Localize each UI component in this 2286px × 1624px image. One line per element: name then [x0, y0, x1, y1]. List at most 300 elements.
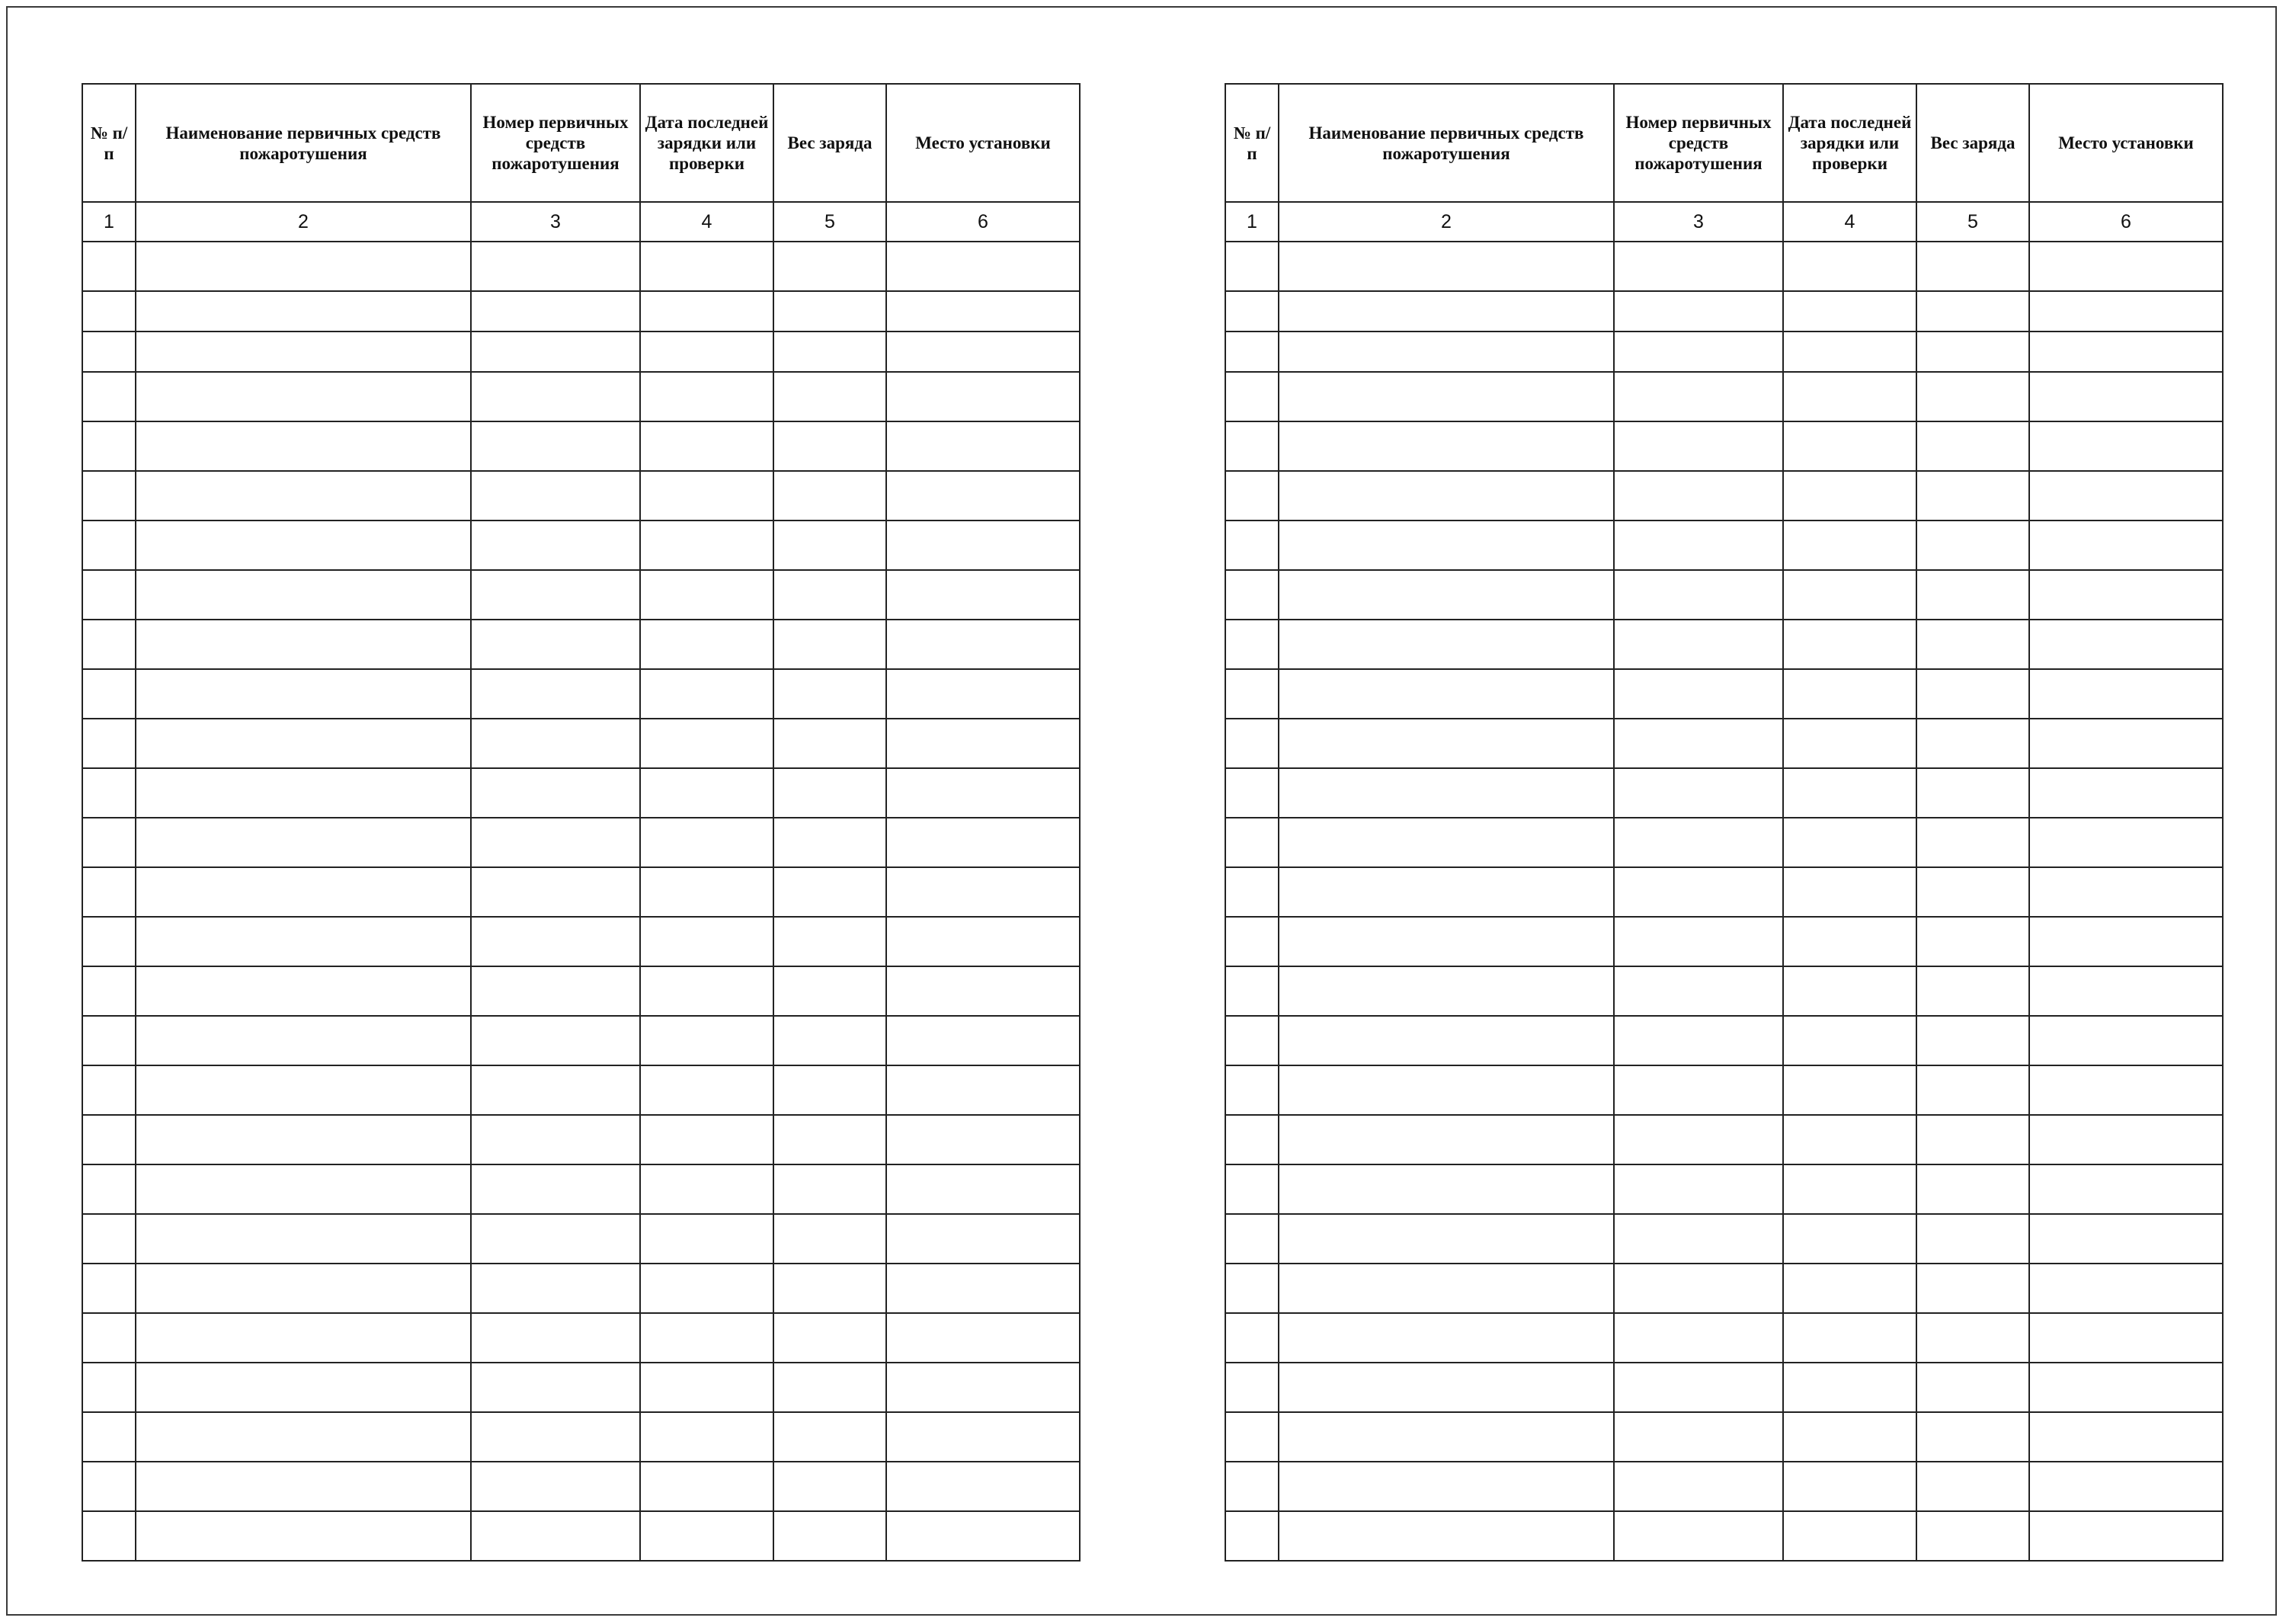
empty-cell	[773, 1511, 886, 1561]
empty-cell	[1225, 867, 1279, 917]
empty-cell	[82, 1214, 136, 1264]
empty-cell	[773, 966, 886, 1016]
empty-cell	[1614, 1313, 1783, 1363]
column-number: 2	[136, 202, 471, 242]
table-row	[1225, 1462, 2223, 1511]
header-date: Дата последней зарядки или проверки	[640, 84, 773, 202]
header-date: Дата последней зарядки или проверки	[1783, 84, 1916, 202]
empty-cell	[886, 242, 1080, 291]
table-row	[1225, 1065, 2223, 1115]
empty-cell	[136, 818, 471, 867]
empty-cell	[136, 1363, 471, 1412]
empty-cell	[1279, 1214, 1614, 1264]
empty-cell	[1614, 471, 1783, 521]
empty-cell	[1279, 332, 1614, 372]
table-row	[82, 291, 1080, 332]
empty-cell	[1279, 867, 1614, 917]
empty-cell	[136, 471, 471, 521]
empty-cell	[640, 1363, 773, 1412]
empty-cell	[82, 917, 136, 966]
empty-cell	[1225, 291, 1279, 332]
empty-cell	[471, 1511, 640, 1561]
header-num: № п/п	[1225, 84, 1279, 202]
empty-cell	[773, 1214, 886, 1264]
empty-cell	[1916, 1065, 2029, 1115]
empty-cell	[1279, 1313, 1614, 1363]
empty-cell	[640, 332, 773, 372]
empty-cell	[136, 1462, 471, 1511]
empty-cell	[1225, 917, 1279, 966]
table-row	[82, 471, 1080, 521]
empty-cell	[2029, 372, 2223, 421]
table-row	[82, 1065, 1080, 1115]
empty-cell	[82, 966, 136, 1016]
empty-cell	[773, 1363, 886, 1412]
empty-cell	[773, 917, 886, 966]
empty-cell	[1614, 669, 1783, 719]
empty-cell	[1614, 818, 1783, 867]
empty-cell	[471, 867, 640, 917]
empty-cell	[1783, 768, 1916, 818]
empty-cell	[1279, 1462, 1614, 1511]
empty-cell	[82, 521, 136, 570]
empty-cell	[136, 291, 471, 332]
empty-cell	[471, 1363, 640, 1412]
header-place: Место установки	[2029, 84, 2223, 202]
column-number: 2	[1279, 202, 1614, 242]
empty-cell	[773, 867, 886, 917]
column-number-row	[82, 202, 1080, 242]
column-number: 5	[1916, 202, 2029, 242]
empty-cell	[1225, 1065, 1279, 1115]
empty-cell	[136, 867, 471, 917]
empty-cell	[1783, 421, 1916, 471]
empty-cell	[1279, 570, 1614, 620]
table-row	[1225, 372, 2223, 421]
table-row	[1225, 1214, 2223, 1264]
empty-cell	[1614, 1065, 1783, 1115]
empty-cell	[1279, 1363, 1614, 1412]
empty-cell	[1614, 620, 1783, 669]
table-row	[82, 768, 1080, 818]
table-row	[82, 1264, 1080, 1313]
table-row	[1225, 332, 2223, 372]
empty-cell	[82, 1115, 136, 1164]
empty-cell	[773, 1016, 886, 1065]
empty-cell	[136, 372, 471, 421]
empty-cell	[886, 332, 1080, 372]
empty-cell	[136, 1511, 471, 1561]
empty-cell	[1279, 1164, 1614, 1214]
table-row	[82, 1363, 1080, 1412]
empty-cell	[1783, 291, 1916, 332]
table-row	[82, 1511, 1080, 1561]
table-row	[1225, 620, 2223, 669]
empty-cell	[1783, 620, 1916, 669]
empty-cell	[1783, 1065, 1916, 1115]
empty-cell	[1614, 1412, 1783, 1462]
empty-cell	[640, 521, 773, 570]
empty-cell	[82, 719, 136, 768]
empty-cell	[640, 1313, 773, 1363]
empty-cell	[136, 332, 471, 372]
empty-cell	[1783, 1462, 1916, 1511]
empty-cell	[1783, 570, 1916, 620]
empty-cell	[640, 421, 773, 471]
empty-cell	[886, 521, 1080, 570]
empty-cell	[82, 1065, 136, 1115]
empty-cell	[773, 291, 886, 332]
empty-cell	[1225, 1313, 1279, 1363]
table-row	[82, 242, 1080, 291]
empty-cell	[640, 1462, 773, 1511]
empty-cell	[1916, 620, 2029, 669]
empty-cell	[1225, 1214, 1279, 1264]
empty-cell	[1916, 421, 2029, 471]
table-row	[82, 332, 1080, 372]
empty-cell	[886, 620, 1080, 669]
empty-cell	[1225, 719, 1279, 768]
empty-cell	[2029, 768, 2223, 818]
empty-cell	[1225, 768, 1279, 818]
empty-cell	[886, 768, 1080, 818]
empty-cell	[471, 291, 640, 332]
empty-cell	[1279, 1115, 1614, 1164]
empty-cell	[1225, 570, 1279, 620]
table-row	[82, 1412, 1080, 1462]
empty-cell	[1279, 1264, 1614, 1313]
empty-cell	[886, 372, 1080, 421]
empty-cell	[2029, 1016, 2223, 1065]
empty-cell	[471, 570, 640, 620]
empty-cell	[471, 1462, 640, 1511]
empty-cell	[136, 421, 471, 471]
empty-cell	[82, 818, 136, 867]
empty-cell	[1614, 719, 1783, 768]
document-sheet	[6, 6, 2277, 1616]
column-number: 6	[2029, 202, 2223, 242]
empty-cell	[82, 570, 136, 620]
empty-cell	[1783, 719, 1916, 768]
empty-cell	[2029, 1313, 2223, 1363]
empty-cell	[1916, 768, 2029, 818]
empty-cell	[773, 669, 886, 719]
empty-cell	[136, 669, 471, 719]
empty-cell	[1916, 291, 2029, 332]
empty-cell	[1916, 1115, 2029, 1164]
empty-cell	[773, 570, 886, 620]
empty-cell	[1783, 669, 1916, 719]
empty-cell	[136, 570, 471, 620]
empty-cell	[1225, 1016, 1279, 1065]
table-row	[82, 570, 1080, 620]
table-row	[82, 818, 1080, 867]
empty-cell	[136, 620, 471, 669]
empty-cell	[1783, 818, 1916, 867]
column-number: 3	[1614, 202, 1783, 242]
empty-cell	[1225, 1115, 1279, 1164]
empty-cell	[2029, 1462, 2223, 1511]
empty-cell	[2029, 818, 2223, 867]
empty-cell	[1614, 521, 1783, 570]
empty-cell	[886, 1462, 1080, 1511]
empty-cell	[640, 719, 773, 768]
empty-cell	[136, 768, 471, 818]
empty-cell	[1783, 332, 1916, 372]
empty-cell	[1225, 471, 1279, 521]
empty-cell	[1279, 768, 1614, 818]
empty-cell	[1225, 1412, 1279, 1462]
empty-cell	[640, 917, 773, 966]
empty-cell	[2029, 570, 2223, 620]
empty-cell	[640, 620, 773, 669]
empty-cell	[773, 372, 886, 421]
empty-cell	[773, 1164, 886, 1214]
table-row	[1225, 917, 2223, 966]
empty-cell	[1225, 332, 1279, 372]
empty-cell	[2029, 917, 2223, 966]
table-row	[1225, 1016, 2223, 1065]
empty-cell	[1783, 867, 1916, 917]
header-weight: Вес заряда	[773, 84, 886, 202]
empty-cell	[471, 966, 640, 1016]
empty-cell	[1614, 372, 1783, 421]
empty-cell	[1614, 768, 1783, 818]
empty-cell	[773, 719, 886, 768]
header-weight: Вес заряда	[1916, 84, 2029, 202]
empty-cell	[82, 1313, 136, 1363]
empty-cell	[1614, 1164, 1783, 1214]
empty-cell	[1916, 719, 2029, 768]
empty-cell	[1783, 1016, 1916, 1065]
empty-cell	[886, 1065, 1080, 1115]
extinguisher-register-table-right	[1225, 83, 2224, 1562]
header-name: Наименование первичных средств пожаротушения	[1279, 84, 1614, 202]
empty-cell	[773, 620, 886, 669]
header-row	[82, 84, 1080, 202]
table-row	[1225, 421, 2223, 471]
empty-cell	[886, 1115, 1080, 1164]
empty-cell	[1783, 242, 1916, 291]
empty-cell	[1916, 1462, 2029, 1511]
table-row	[1225, 818, 2223, 867]
empty-cell	[136, 1115, 471, 1164]
empty-cell	[1916, 917, 2029, 966]
empty-cell	[1916, 1264, 2029, 1313]
empty-cell	[471, 421, 640, 471]
register-body	[82, 202, 1080, 1561]
empty-cell	[1783, 1264, 1916, 1313]
empty-cell	[640, 966, 773, 1016]
empty-cell	[1916, 471, 2029, 521]
empty-cell	[886, 1214, 1080, 1264]
empty-cell	[1783, 372, 1916, 421]
empty-cell	[1614, 867, 1783, 917]
empty-cell	[886, 1511, 1080, 1561]
empty-cell	[1783, 1164, 1916, 1214]
empty-cell	[640, 1412, 773, 1462]
empty-cell	[82, 867, 136, 917]
empty-cell	[1279, 521, 1614, 570]
empty-cell	[82, 242, 136, 291]
empty-cell	[471, 332, 640, 372]
empty-cell	[1279, 471, 1614, 521]
table-row	[1225, 966, 2223, 1016]
empty-cell	[640, 1164, 773, 1214]
empty-cell	[640, 1511, 773, 1561]
empty-cell	[886, 669, 1080, 719]
empty-cell	[773, 521, 886, 570]
empty-cell	[1916, 1313, 2029, 1363]
empty-cell	[1279, 966, 1614, 1016]
empty-cell	[2029, 1264, 2223, 1313]
table-row	[1225, 1115, 2223, 1164]
empty-cell	[1783, 471, 1916, 521]
empty-cell	[1916, 570, 2029, 620]
empty-cell	[886, 818, 1080, 867]
empty-cell	[1916, 1363, 2029, 1412]
empty-cell	[2029, 966, 2223, 1016]
empty-cell	[82, 332, 136, 372]
empty-cell	[640, 1016, 773, 1065]
table-row	[82, 1164, 1080, 1214]
column-number: 1	[82, 202, 136, 242]
empty-cell	[773, 421, 886, 471]
empty-cell	[886, 1164, 1080, 1214]
empty-cell	[1614, 1016, 1783, 1065]
empty-cell	[82, 471, 136, 521]
empty-cell	[136, 719, 471, 768]
empty-cell	[471, 620, 640, 669]
empty-cell	[471, 1412, 640, 1462]
empty-cell	[886, 966, 1080, 1016]
column-number: 1	[1225, 202, 1279, 242]
empty-cell	[886, 1313, 1080, 1363]
table-row	[82, 966, 1080, 1016]
empty-cell	[1916, 332, 2029, 372]
empty-cell	[1783, 1363, 1916, 1412]
empty-cell	[1614, 1214, 1783, 1264]
empty-cell	[82, 1511, 136, 1561]
empty-cell	[886, 1412, 1080, 1462]
empty-cell	[1916, 1412, 2029, 1462]
empty-cell	[471, 372, 640, 421]
empty-cell	[471, 1164, 640, 1214]
left-page	[82, 83, 1081, 1562]
empty-cell	[773, 1462, 886, 1511]
empty-cell	[1916, 372, 2029, 421]
empty-cell	[82, 768, 136, 818]
empty-cell	[471, 818, 640, 867]
empty-cell	[773, 471, 886, 521]
empty-cell	[136, 966, 471, 1016]
table-row	[1225, 719, 2223, 768]
empty-cell	[886, 471, 1080, 521]
table-row	[82, 1115, 1080, 1164]
column-number: 4	[640, 202, 773, 242]
empty-cell	[136, 917, 471, 966]
empty-cell	[640, 669, 773, 719]
right-page	[1225, 83, 2224, 1562]
empty-cell	[1279, 242, 1614, 291]
empty-cell	[640, 372, 773, 421]
table-row	[82, 1462, 1080, 1511]
empty-cell	[640, 768, 773, 818]
empty-cell	[1279, 620, 1614, 669]
empty-cell	[1225, 421, 1279, 471]
empty-cell	[82, 669, 136, 719]
empty-cell	[1225, 1164, 1279, 1214]
empty-cell	[2029, 1065, 2223, 1115]
empty-cell	[1225, 966, 1279, 1016]
table-row	[82, 719, 1080, 768]
empty-cell	[1916, 1016, 2029, 1065]
empty-cell	[471, 669, 640, 719]
empty-cell	[2029, 521, 2223, 570]
extinguisher-register-table-left	[82, 83, 1081, 1562]
table-row	[1225, 471, 2223, 521]
empty-cell	[1279, 1065, 1614, 1115]
empty-cell	[82, 1462, 136, 1511]
column-number: 6	[886, 202, 1080, 242]
table-row	[1225, 768, 2223, 818]
empty-cell	[1225, 818, 1279, 867]
empty-cell	[1225, 669, 1279, 719]
empty-cell	[1614, 242, 1783, 291]
empty-cell	[1279, 1412, 1614, 1462]
empty-cell	[471, 917, 640, 966]
empty-cell	[471, 471, 640, 521]
empty-cell	[1225, 1462, 1279, 1511]
table-row	[1225, 867, 2223, 917]
empty-cell	[1783, 1214, 1916, 1264]
empty-cell	[640, 1065, 773, 1115]
empty-cell	[1614, 1462, 1783, 1511]
table-row	[1225, 1412, 2223, 1462]
empty-cell	[2029, 1164, 2223, 1214]
empty-cell	[2029, 867, 2223, 917]
table-row	[82, 372, 1080, 421]
empty-cell	[471, 768, 640, 818]
empty-cell	[2029, 669, 2223, 719]
table-row	[82, 620, 1080, 669]
table-row	[82, 1016, 1080, 1065]
empty-cell	[1916, 242, 2029, 291]
empty-cell	[471, 1115, 640, 1164]
empty-cell	[773, 768, 886, 818]
empty-cell	[2029, 1214, 2223, 1264]
empty-cell	[1225, 1363, 1279, 1412]
empty-cell	[136, 242, 471, 291]
empty-cell	[1916, 1511, 2029, 1561]
table-row	[82, 867, 1080, 917]
header-number: Номер первичных средств пожаротушения	[1614, 84, 1783, 202]
column-number: 5	[773, 202, 886, 242]
table-row	[82, 1313, 1080, 1363]
empty-cell	[886, 421, 1080, 471]
empty-cell	[1225, 1511, 1279, 1561]
register-body	[1225, 202, 2223, 1561]
empty-cell	[471, 1016, 640, 1065]
empty-cell	[1783, 966, 1916, 1016]
empty-cell	[1279, 1016, 1614, 1065]
empty-cell	[82, 291, 136, 332]
empty-cell	[1783, 917, 1916, 966]
empty-cell	[640, 818, 773, 867]
empty-cell	[1279, 1511, 1614, 1561]
empty-cell	[1783, 521, 1916, 570]
empty-cell	[82, 1016, 136, 1065]
